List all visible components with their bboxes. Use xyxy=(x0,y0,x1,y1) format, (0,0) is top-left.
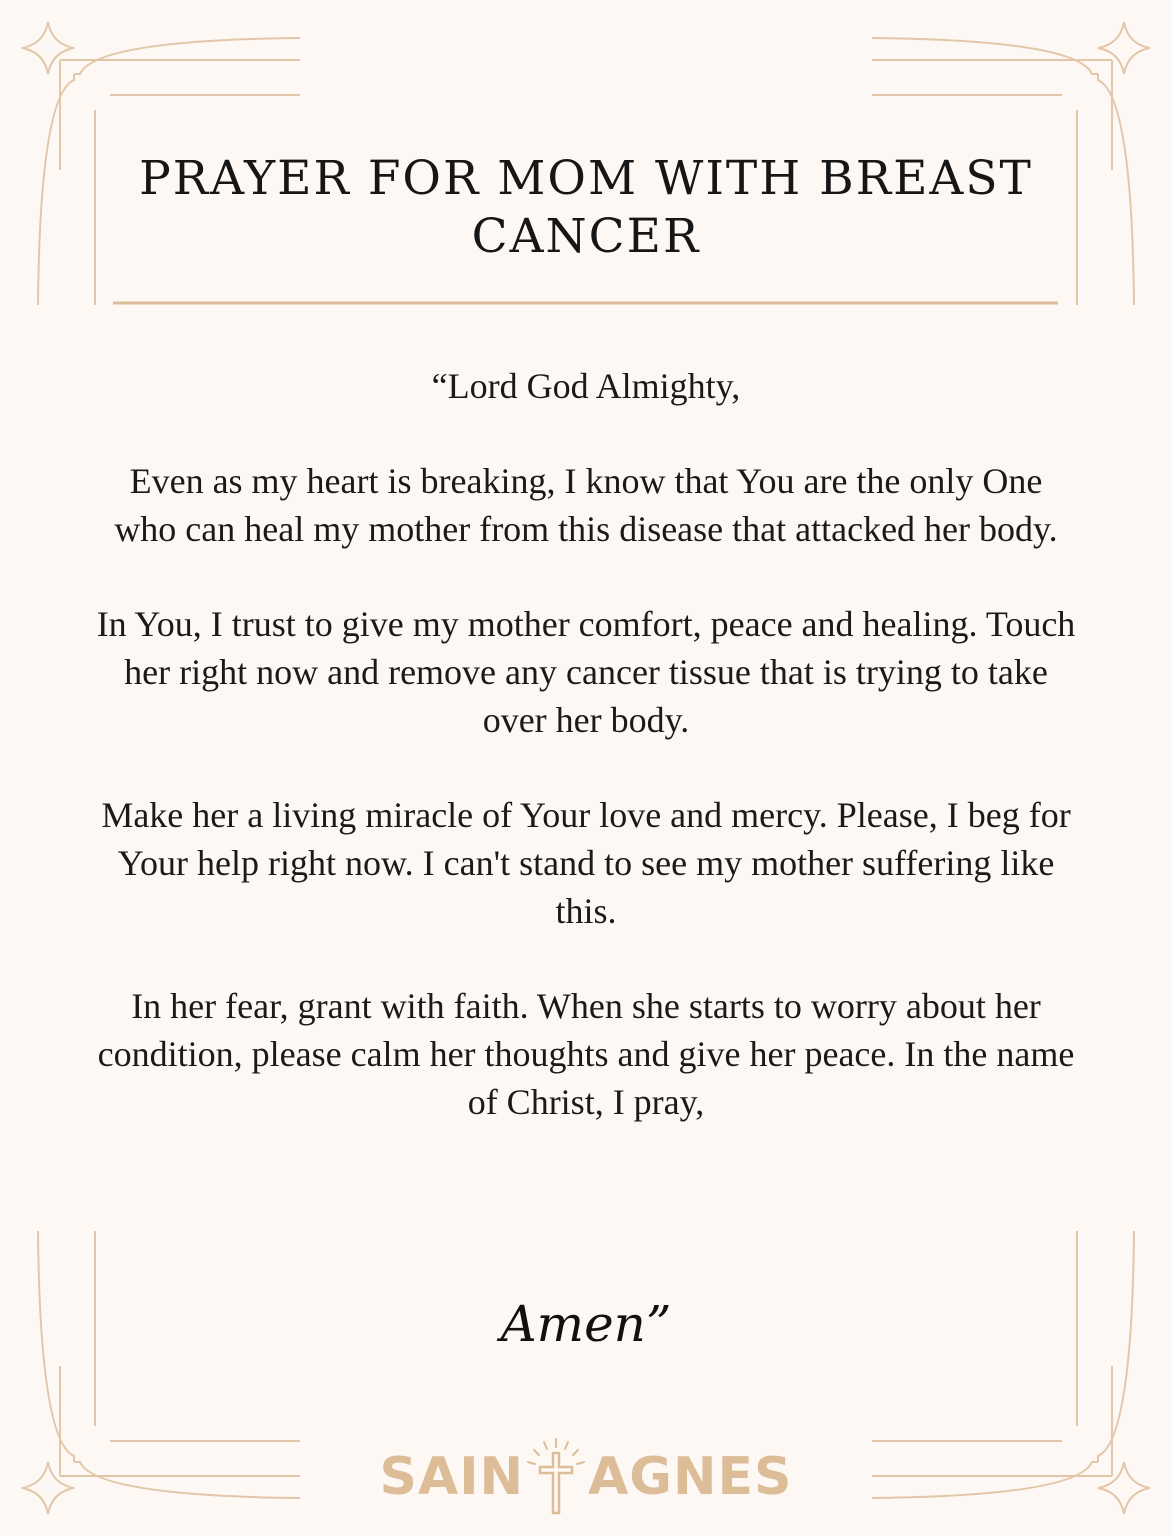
four-point-star-icon xyxy=(1098,22,1150,74)
prayer-greeting: “Lord God Almighty, xyxy=(431,366,741,406)
prayer-closing: Amen” xyxy=(500,1295,672,1353)
page-title: PRAYER FOR MOM WITH BREAST CANCER xyxy=(139,151,1033,264)
prayer-paragraph: Even as my heart is breaking, I know that You are the only One who can heal my mother from this disease that attacked her body. xyxy=(114,461,1058,549)
prayer-body xyxy=(95,362,1077,1126)
logo-text-right: AGNES xyxy=(588,1447,793,1507)
four-point-star-icon xyxy=(22,1462,74,1514)
cross-with-rays-icon xyxy=(524,1435,588,1519)
prayer-paragraph: In You, I trust to give my mother comfort, peace and healing. Touch her right now and remove any cancer tissue that is trying to take over her body. xyxy=(96,604,1076,740)
logo-text-left: SAIN xyxy=(379,1447,525,1507)
saint-agnes-logo xyxy=(370,1432,802,1522)
prayer-paragraph: Make her a living miracle of Your love and mercy. Please, I beg for Your help right now. I can't stand to see my mother suffering like this. xyxy=(101,795,1071,931)
four-point-star-icon xyxy=(22,22,74,74)
four-point-star-icon xyxy=(1098,1462,1150,1514)
prayer-paragraph: In her fear, grant with faith. When she starts to worry about her condition, please calm her thoughts and give her peace. In the name of Christ, I pray, xyxy=(97,986,1075,1122)
